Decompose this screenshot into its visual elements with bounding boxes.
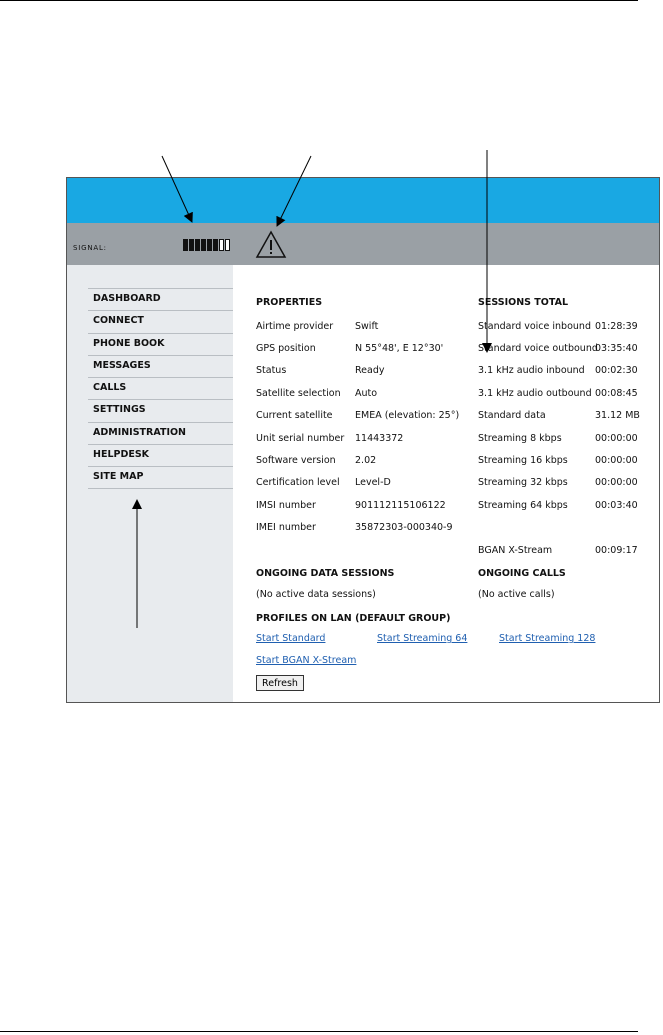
sidebar-item-settings[interactable]: SETTINGS: [88, 399, 233, 421]
profiles-heading: PROFILES ON LAN (DEFAULT GROUP): [256, 613, 451, 624]
property-label: IMEI number: [256, 522, 316, 533]
properties-heading: PROPERTIES: [256, 297, 323, 308]
sidebar-item-site-map[interactable]: SITE MAP: [88, 466, 233, 488]
session-value: 01:28:39: [595, 321, 638, 332]
sidebar-item-administration[interactable]: ADMINISTRATION: [88, 422, 233, 444]
property-label: Satellite selection: [256, 388, 341, 399]
sidebar-item-helpdesk[interactable]: HELPDESK: [88, 444, 233, 466]
session-value: 31.12 MB: [595, 410, 640, 421]
page-bottom-rule: [0, 1031, 638, 1032]
main-menu: [88, 288, 233, 489]
property-value: EMEA (elevation: 25°): [355, 410, 460, 421]
property-value: Swift: [355, 321, 379, 332]
start-streaming-128-link[interactable]: Start Streaming 128: [499, 633, 596, 644]
signal-bar: [189, 239, 194, 251]
ongoing-data-status: (No active data sessions): [256, 589, 376, 600]
session-value: 00:08:45: [595, 388, 638, 399]
signal-bar: [207, 239, 212, 251]
sidebar-item-dashboard[interactable]: DASHBOARD: [88, 288, 233, 310]
signal-bar: [183, 239, 188, 251]
property-value: 11443372: [355, 433, 404, 444]
session-label: 3.1 kHz audio outbound: [478, 388, 592, 399]
property-label: Unit serial number: [256, 433, 345, 444]
signal-bar: [225, 239, 230, 251]
property-label: GPS position: [256, 343, 316, 354]
session-label: Streaming 32 kbps: [478, 477, 568, 488]
property-label: IMSI number: [256, 500, 316, 511]
status-bar: [67, 223, 659, 265]
sidebar-item-messages[interactable]: MESSAGES: [88, 355, 233, 377]
ongoing-calls-status: (No active calls): [478, 589, 555, 600]
property-value: Ready: [355, 365, 385, 376]
start-streaming-64-link[interactable]: Start Streaming 64: [377, 633, 468, 644]
session-label: Standard voice outbound: [478, 343, 598, 354]
property-value: 901112115106122: [355, 500, 446, 511]
refresh-button[interactable]: Refresh: [256, 675, 304, 691]
session-value: 00:00:00: [595, 477, 638, 488]
property-value: Auto: [355, 388, 378, 399]
session-label: Standard voice inbound: [478, 321, 591, 332]
web-interface-window: [66, 177, 660, 703]
header-banner: [67, 178, 659, 223]
property-value: 35872303-000340-9: [355, 522, 453, 533]
property-label: Certification level: [256, 477, 340, 488]
session-label: Streaming 16 kbps: [478, 455, 568, 466]
session-value: 00:00:00: [595, 433, 638, 444]
session-value: 00:00:00: [595, 455, 638, 466]
signal-bar: [195, 239, 200, 251]
sidebar-item-connect[interactable]: CONNECT: [88, 310, 233, 332]
signal-label: SIGNAL:: [73, 244, 107, 252]
signal-strength-icon: [183, 239, 230, 251]
session-value: 00:03:40: [595, 500, 638, 511]
ongoing-data-heading: ONGOING DATA SESSIONS: [256, 568, 395, 579]
property-value: N 55°48', E 12°30': [355, 343, 444, 354]
session-value: 00:02:30: [595, 365, 638, 376]
signal-bar: [213, 239, 218, 251]
session-value: 00:09:17: [595, 545, 638, 556]
session-label: Streaming 8 kbps: [478, 433, 562, 444]
warning-triangle-icon[interactable]: [255, 230, 287, 259]
property-label: Status: [256, 365, 287, 376]
property-label: Current satellite: [256, 410, 333, 421]
session-label: 3.1 kHz audio inbound: [478, 365, 585, 376]
property-value: Level-D: [355, 477, 391, 488]
sidebar-item-phone-book[interactable]: PHONE BOOK: [88, 333, 233, 355]
session-value: 03:35:40: [595, 343, 638, 354]
sessions-heading: SESSIONS TOTAL: [478, 297, 569, 308]
property-label: Airtime provider: [256, 321, 334, 332]
start-bgan-x-stream-link[interactable]: Start BGAN X-Stream: [256, 655, 357, 666]
session-label: Standard data: [478, 410, 546, 421]
signal-bar: [201, 239, 206, 251]
page-top-rule: [0, 0, 638, 1]
property-label: Software version: [256, 455, 336, 466]
ongoing-calls-heading: ONGOING CALLS: [478, 568, 566, 579]
session-label: BGAN X-Stream: [478, 545, 553, 556]
signal-bar: [219, 239, 224, 251]
start-standard-link[interactable]: Start Standard: [256, 633, 326, 644]
sidebar-item-calls[interactable]: CALLS: [88, 377, 233, 399]
session-label: Streaming 64 kbps: [478, 500, 568, 511]
property-value: 2.02: [355, 455, 377, 466]
